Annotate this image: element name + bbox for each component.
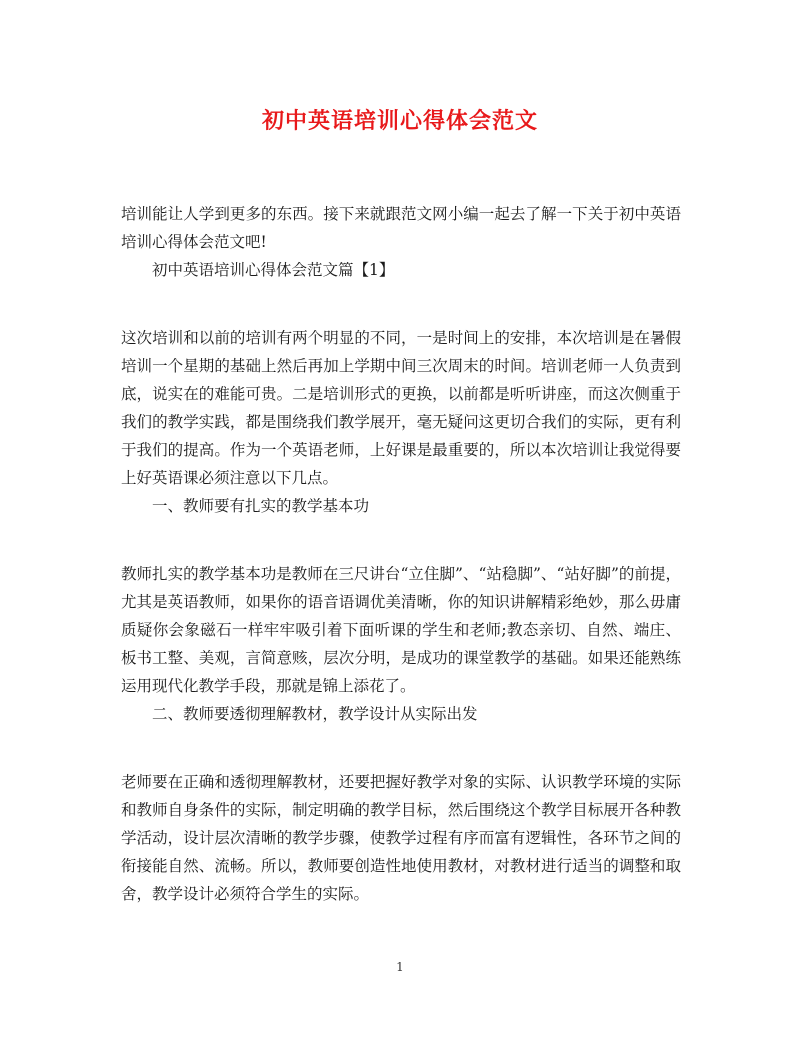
point-heading-1: 一、教师要有扎实的教学基本功 (152, 497, 370, 515)
body-paragraph-1: 这次培训和以前的培训有两个明显的不同，一是时间上的安排，本次培训是在暑假培训一个星期的基础上然后再加上学期中间三次周末的时间。培训老师一人负责到底，说实在的难能可贵。二是培训形式的更换，以前都是听听讲座，而这次侧重于我们的教学实践，都是围绕我们教学展开，毫无疑问这更切合我们的实际，更有利于我们的提高。作为一个英语老师，上好课是最重要的，所以本次培训让我觉得要上好英语课必须注意以下几点。 (121, 329, 681, 487)
body-paragraph-3: 老师要在正确和透彻理解教材，还要把握好教学对象的实际、认识教学环境的实际和教师自身条件的实际，制定明确的教学目标，然后围绕这个教学目标展开各种教学活动，设计层次清晰的教学步骤，使教学过程有序而富有逻辑性，各环节之间的衔接能自然、流畅。所以，教师要创造性地使用教材，对教材进行适当的调整和取舍，教学设计必须符合学生的实际。 (121, 773, 681, 903)
document-body (121, 200, 681, 908)
page-number: 1 (396, 960, 404, 974)
intro-paragraph: 培训能让人学到更多的东西。接下来就跟范文网小编一起去了解一下关于初中英语培训心得体会范文吧! (121, 205, 681, 251)
document-title: 初中英语培训心得体会范文 (261, 108, 538, 134)
body-paragraph-2: 教师扎实的教学基本功是教师在三尺讲台“立住脚”、“站稳脚”、“站好脚”的前提，尤其是英语教师，如果你的语音语调优美清晰，你的知识讲解精彩绝妙，那么毋庸质疑你会象磁石一样牢牢吸引着下面听课的学生和老师;教态亲切、自然、端庄、板书工整、美观，言简意赅，层次分明，是成功的课堂教学的基础。如果还能熟练运用现代化教学手段，那就是锦上添花了。 (121, 565, 681, 695)
section-heading: 初中英语培训心得体会范文篇【1】 (152, 261, 395, 279)
point-heading-2: 二、教师要透彻理解教材，教学设计从实际出发 (152, 705, 478, 723)
